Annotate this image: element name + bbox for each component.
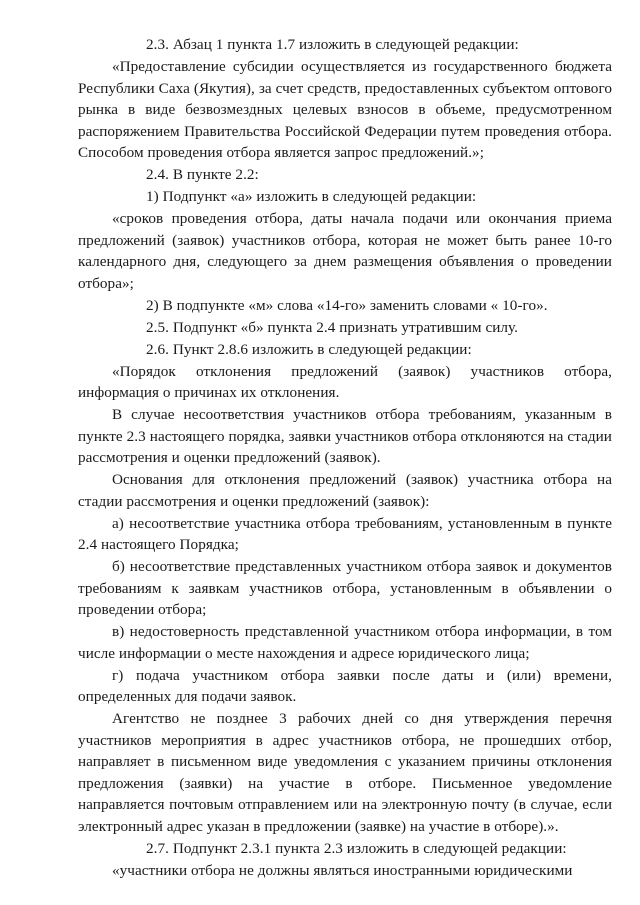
- paragraph-ground-a: [78, 513, 612, 556]
- paragraph-text: Подпункт 2.3.1 пункта 2.3 изложить в следующей редакции:: [172, 839, 567, 857]
- paragraph-text: Абзац 1 пункта 1.7 изложить в следующей редакции:: [172, 36, 519, 53]
- paragraph-quote-rejection: [78, 361, 612, 404]
- paragraph-quote-participants: [78, 860, 612, 882]
- paragraph-quote-deadlines: [78, 208, 612, 294]
- paragraph-item-2: [78, 295, 612, 317]
- paragraph-text: Подпункт «а» изложить в следующей редакции:: [162, 188, 477, 205]
- paragraph-2-5: [78, 317, 612, 339]
- paragraph-text: «Порядок отклонения предложений (заявок) участников отбора, информация о причинах их отклонения.: [78, 362, 612, 401]
- paragraph-2-3: [78, 34, 612, 56]
- paragraph-text: Пункт 2.8.6 изложить в следующей редакции:: [172, 340, 472, 358]
- paragraph-ground-d: [78, 665, 612, 708]
- paragraph-text: б) несоответствие представленных участником отбора заявок и документов требованиям к заявкам участников отбора, установленным в объявлении о проведении отбора;: [78, 558, 612, 618]
- paragraph-item-1: [78, 186, 612, 208]
- paragraph-text: Основания для отклонения предложений (заявок) участника отбора на стадии рассмотрения и оценки предложений (заявок):: [78, 471, 612, 510]
- paragraph-text: Агентство не позднее 3 рабочих дней со дня утверждения перечня участников мероприятия в адрес участников отбора, не прошедших отбор, направляет в письменном виде уведомления с указанием причины отклонения предложения (заявки) на участие в отборе. Письменное уведомление направляется почтовым отправлением или на электронную почту (в случае, если электронный адрес указан в предложении (заявке) на участие в отборе).».: [78, 710, 612, 835]
- paragraph-ground-c: [78, 621, 612, 664]
- paragraph-number: 2.3.: [146, 36, 169, 53]
- paragraph-noncompliance: [78, 404, 612, 469]
- paragraph-2-7: [78, 838, 612, 860]
- paragraph-text: г) подача участником отбора заявки после даты и (или) времени, определенных для подачи заявок.: [78, 666, 612, 705]
- paragraph-number: 2.4.: [146, 166, 169, 183]
- paragraph-number: 2.7.: [146, 839, 169, 857]
- paragraph-number: 1): [146, 188, 159, 205]
- paragraph-text: «сроков проведения отбора, даты начала подачи или окончания приема предложений (заявок) участников отбора, которая не может быть ранее 10-го календарного дня, следующего за днем размещения объявления о проведении отбора»;: [78, 210, 612, 292]
- paragraph-text: В случае несоответствия участников отбора требованиям, указанным в пункте 2.3 настоящего порядка, заявки участников отбора отклоняются на стадии рассмотрения и оценки предложений (заявок).: [78, 406, 612, 466]
- paragraph-text: В подпункте «м» слова «14-го» заменить словами « 10-го».: [162, 296, 548, 314]
- paragraph-text: «Предоставление субсидии осуществляется из государственного бюджета Республики Саха (Якутия), за счет средств, предоставленных субъектом оптового рынка в виде безвозмездных целевых взносов в объеме, предусмотренном распоряжением Правительства Российской Федерации путем проведения отбора. Способом проведения отбора является запрос предложений.»;: [78, 58, 612, 161]
- paragraph-ground-b: [78, 556, 612, 621]
- paragraph-text: в) недостоверность представленной участником отбора информации, в том числе информации о месте нахождения и адресе юридического лица;: [78, 623, 612, 662]
- paragraph-text: В пункте 2.2:: [172, 166, 259, 183]
- paragraph-grounds: [78, 469, 612, 512]
- paragraph-text: а) несоответствие участника отбора требованиям, установленным в пункте 2.4 настоящего Порядка;: [78, 514, 612, 553]
- paragraph-number: 2.5.: [146, 318, 169, 336]
- paragraph-2-6: [78, 339, 612, 361]
- paragraph-text: Подпункт «б» пункта 2.4 признать утратившим силу.: [172, 318, 519, 336]
- paragraph-number: 2.6.: [146, 340, 169, 358]
- paragraph-2-4: [78, 164, 612, 186]
- paragraph-agency-notice: [78, 708, 612, 837]
- paragraph-number: 2): [146, 296, 159, 314]
- paragraph-quote-subsidy: [78, 56, 612, 164]
- paragraph-text: «участники отбора не должны являться иностранными юридическими: [112, 861, 573, 879]
